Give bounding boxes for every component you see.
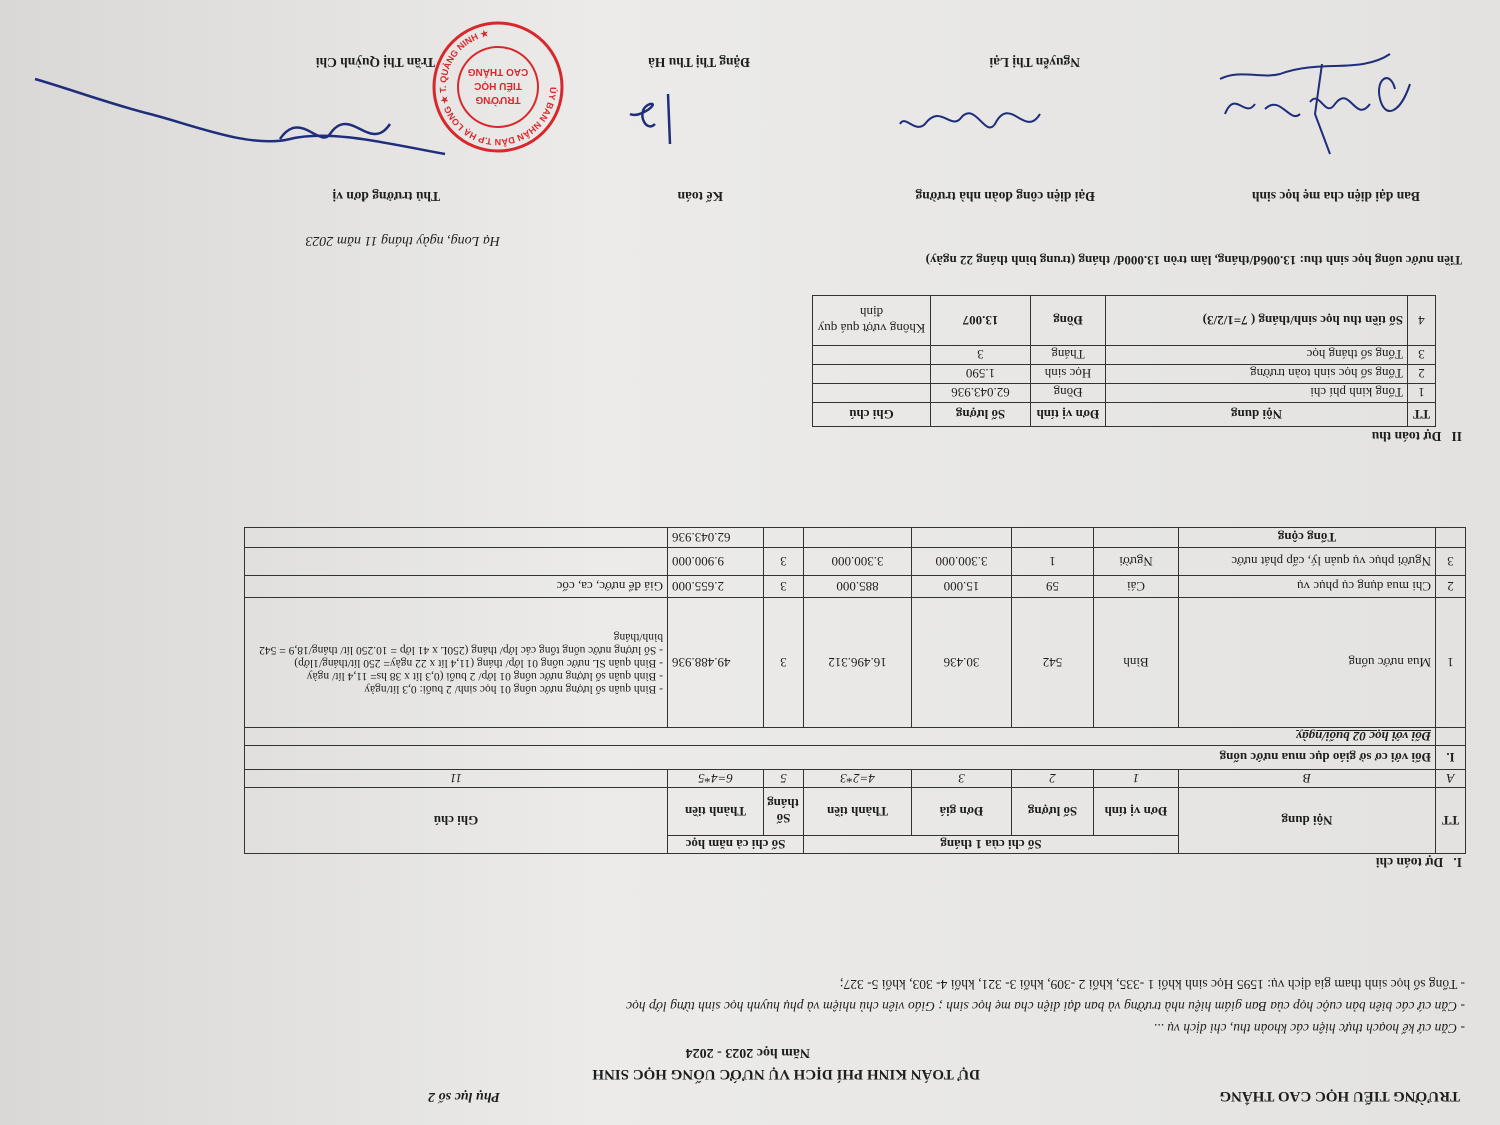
accountant-signature (620, 84, 680, 154)
row-qty: 59 (1012, 576, 1094, 598)
rev-row-note: Không vượt quá quy định (813, 296, 931, 346)
section-2-title: Dự toán thu (1371, 429, 1442, 444)
appendix-label: Phụ lục số 2 (428, 1089, 500, 1104)
row-unit: Cái (1094, 576, 1179, 598)
col-tt: TT (1436, 788, 1466, 854)
row-amount: 16.496.312 (803, 598, 911, 728)
code-cell: A (1436, 770, 1466, 788)
row-content: Người phục vụ quản lý, cấp phát nước (1179, 548, 1436, 576)
row-note (244, 598, 667, 728)
code-row (244, 770, 1465, 788)
rev-row-content: Tổng kinh phí chi (1106, 384, 1408, 403)
row-qty: 1 (1012, 548, 1094, 576)
row-months: 3 (763, 576, 803, 598)
col-total: Thành tiền (667, 788, 763, 836)
note-line: - Bình quân SL nước uống 01 lớp/ tháng (11,4 lít x 22 ngày= 250 lít/tháng/1lớp) (294, 657, 663, 669)
rev-col-qty: Số lượng (931, 403, 1031, 427)
intro-line-2: - Căn cứ các biên bản cuộc họp của Ban giám hiệu nhà trường và ban đại diện cha mẹ học sinh ; Giáo viên chủ nhiệm và phụ huynh học sinh từng lớp học (626, 999, 1465, 1014)
total-value: 62.043.936 (667, 528, 763, 548)
rev-row-unit: Đồng (1031, 296, 1106, 346)
signer-head-name: Trần Thị Quỳnh Chi (315, 55, 435, 70)
row-qty: 542 (1012, 598, 1094, 728)
rev-row-qty: 62.043.936 (931, 384, 1031, 403)
total-row (244, 528, 1465, 548)
col-qty: Số lượng (1012, 788, 1094, 836)
row-tt: 2 (1436, 576, 1466, 598)
place-date: Hạ Long, ngày tháng 11 năm 2023 (305, 233, 500, 248)
rev-row-qty: 3 (931, 346, 1031, 365)
rev-row-content: Tổng số tháng học (1106, 346, 1408, 365)
row-note: Giá để nước, ca, cốc (244, 576, 667, 598)
code-cell: 2 (1012, 770, 1094, 788)
revenue-table (812, 295, 1436, 427)
table-row (813, 384, 1436, 403)
rev-row-unit: Tháng (1031, 346, 1106, 365)
school-name: TRƯỜNG TIỂU HỌC CAO THẮNG (1219, 1088, 1460, 1104)
code-cell: 3 (912, 770, 1012, 788)
col-amount: Thành tiền (803, 788, 911, 836)
rev-row-note (813, 384, 931, 403)
table-row (244, 548, 1465, 576)
svg-text:TIỂU HỌC: TIỂU HỌC (474, 80, 522, 91)
total-label: Tổng cộng (1179, 528, 1436, 548)
rev-col-unit: Đơn vị tính (1031, 403, 1106, 427)
document-title: DỰ TOÁN KINH PHÍ DỊCH VỤ NƯỚC UỐNG HỌC SINH (592, 1066, 980, 1082)
signer-head-title: Thủ trưởng đơn vị (332, 189, 440, 204)
subsection-title: Đối với cơ sở giáo dục mua nước uống (244, 746, 1435, 770)
col-price: Đơn giá (912, 788, 1012, 836)
subsection-number: I. (1436, 746, 1466, 770)
code-cell: 1 (1094, 770, 1179, 788)
rev-row-note (813, 346, 931, 365)
svg-text:ỦY BAN NHÂN DÂN T.P HẠ LONG ★: ỦY BAN NHÂN DÂN T.P HẠ LONG ★ T. QUẢNG NINH ★ (437, 27, 559, 148)
rev-row-unit: Đồng (1031, 384, 1106, 403)
note-line: - Bình quân số lượng nước uống 01 học sinh/ 2 buổi: 0,3 lít/ngày (364, 683, 663, 695)
rev-row-tt: 2 (1408, 365, 1436, 384)
svg-text:CAO THẮNG: CAO THẮNG (467, 66, 529, 77)
col-group-month: Số chi của 1 tháng (803, 836, 1178, 854)
table-row (244, 598, 1465, 728)
col-unit: Đơn vị tính (1094, 788, 1179, 836)
signer-union-name: Nguyễn Thị Lại (989, 55, 1080, 70)
code-cell: 4=2*3 (803, 770, 911, 788)
expense-table (244, 527, 1466, 854)
section-1-heading (1376, 854, 1462, 870)
rev-row-content: Số tiền thu học sinh/tháng ( 7=1/2/3) (1106, 296, 1408, 346)
revenue-footnote: Tiền nước uống học sinh thu: 13.006đ/tháng, làm tròn 13.000đ/ tháng (trung bình tháng 22 ngày) (925, 253, 1462, 268)
row-unit: Bình (1094, 598, 1179, 728)
section-1-number: I. (1453, 855, 1462, 870)
svg-text:TRƯỜNG: TRƯỜNG (475, 94, 521, 105)
section-2-number: II (1451, 429, 1462, 444)
row-amount: 885.000 (803, 576, 911, 598)
rev-col-tt: TT (1408, 403, 1436, 427)
signer-parents-title: Ban đại diện cha mẹ học sinh (1251, 189, 1420, 204)
signer-accountant-title: Kế toán (677, 189, 723, 204)
row-price: 3.300.000 (912, 548, 1012, 576)
rev-row-note (813, 365, 931, 384)
col-group-year: Số chi cả năm học (667, 836, 803, 854)
code-cell: 11 (244, 770, 667, 788)
row-tt: 3 (1436, 548, 1466, 576)
col-note: Ghi chú (244, 788, 667, 854)
section-2-heading (1372, 428, 1462, 444)
rev-row-tt: 3 (1408, 346, 1436, 365)
row-months: 3 (763, 548, 803, 576)
section-1-title: Dự toán chi (1375, 855, 1444, 870)
subsection-row (244, 746, 1465, 770)
code-cell: 6=4*5 (667, 770, 763, 788)
school-year: Năm học 2023 - 2024 (685, 1045, 810, 1060)
group-label: Đối với học 02 buổi/ngày (244, 728, 1435, 746)
table-row (813, 346, 1436, 365)
row-months: 3 (763, 598, 803, 728)
table-row (244, 576, 1465, 598)
row-total: 2.655.000 (667, 576, 763, 598)
union-signature (890, 74, 1050, 154)
rev-row-qty: 13.007 (931, 296, 1031, 346)
intro-line-3: - Tổng số học sinh tham gia dịch vụ: 1595 Học sinh khối 1 -335, khối 2 -309, khối 3- 321, khối 4- 303, khối 5- 327; (839, 977, 1465, 992)
signer-accountant-name: Đặng Thị Thu Hà (648, 55, 750, 70)
row-total: 49.488.936 (667, 598, 763, 728)
rev-row-unit: Học sinh (1031, 365, 1106, 384)
head-signature (30, 74, 450, 184)
note-line: - Bình quân số lượng nước uống 01 lớp/ 2 buổi (0,3 lít x 38 hs= 11,4 lít/ ngày (306, 670, 663, 682)
parents-signature (1200, 34, 1430, 174)
row-unit: Người (1094, 548, 1179, 576)
row-amount: 3.300.000 (803, 548, 911, 576)
note-line: - Số lượng nước uống tổng các lớp/ tháng (250L x 41 lớp = 10.250 lít/ tháng/18,9 = 542 bình/tháng (259, 631, 663, 656)
rev-row-tt: 1 (1408, 384, 1436, 403)
rev-row-tt: 4 (1408, 296, 1436, 346)
rev-col-note: Ghi chú (813, 403, 931, 427)
official-stamp (431, 20, 565, 154)
col-content: Nội dung (1179, 788, 1436, 854)
row-content: Mua nước uống (1179, 598, 1436, 728)
rev-col-content: Nội dung (1106, 403, 1408, 427)
row-content: Chi mua dụng cụ phục vụ (1179, 576, 1436, 598)
table-row (813, 365, 1436, 384)
intro-line-1: - Căn cứ kế hoạch thực hiện các khoản thu, chi dịch vụ ... (1153, 1021, 1465, 1036)
rev-row-qty: 1.590 (931, 365, 1031, 384)
code-cell: B (1179, 770, 1436, 788)
row-total: 9.900.000 (667, 548, 763, 576)
row-tt: 1 (1436, 598, 1466, 728)
signer-union-title: Đại diện công đoàn nhà trường (915, 189, 1095, 204)
table-row (813, 296, 1436, 346)
rev-row-content: Tổng số học sinh toàn trường (1106, 365, 1408, 384)
group-row (244, 728, 1465, 746)
col-months: Số tháng (763, 788, 803, 836)
code-cell: 5 (763, 770, 803, 788)
row-price: 30.436 (912, 598, 1012, 728)
row-price: 15.000 (912, 576, 1012, 598)
